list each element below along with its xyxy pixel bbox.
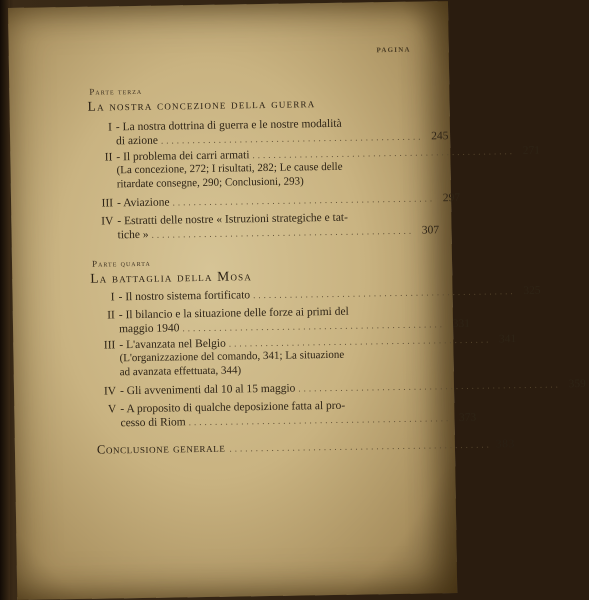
page-number: 271 bbox=[522, 144, 541, 157]
toc-entry: I - Il nostro sistema fortificato .................................................. 325 bbox=[92, 286, 412, 305]
toc-entry: III - Aviazione .................................................. 297 bbox=[91, 192, 411, 211]
page-number: 325 bbox=[523, 284, 541, 297]
toc-entry: V - A proposito di qualche deposizione fatta al pro- cesso di Riom .................................................. 373 bbox=[94, 398, 414, 431]
toc-entry: II - Il bilancio e la situazione delle forze ai primi del maggio 1940 .................................................. 331 bbox=[93, 304, 413, 337]
conclusion-title: Conclusione generale bbox=[96, 440, 226, 457]
chapter-number: II bbox=[107, 309, 115, 322]
subsection-note: ritardate consegne, 290; Conclusioni, 293) bbox=[116, 174, 304, 190]
page-number: 341 bbox=[498, 333, 517, 346]
page-number: 245 bbox=[431, 130, 449, 143]
chapter-title: Il bilancio e la situazione delle forze ai primi del bbox=[125, 305, 349, 322]
chapter-title: Aviazione bbox=[123, 196, 170, 210]
page-number: 383 bbox=[495, 438, 516, 451]
running-head: PAGINA bbox=[376, 45, 411, 55]
part3-label: Parte terza bbox=[89, 85, 143, 97]
chapter-title-cont: cesso di Riom bbox=[120, 416, 186, 430]
toc-conclusion: Conclusione generale .................................................. 383 bbox=[96, 438, 516, 457]
chapter-number: III bbox=[101, 197, 114, 210]
chapter-title-cont: maggio 1940 bbox=[118, 322, 180, 336]
part3-title: La nostra concezione della guerra bbox=[87, 95, 316, 114]
chapter-title: Estratti delle nostre « Istruzioni strategiche e tat- bbox=[123, 211, 349, 228]
chapter-number: I bbox=[110, 291, 115, 304]
chapter-number: V bbox=[107, 403, 117, 416]
chapter-title: L'avanzata nel Belgio bbox=[125, 337, 226, 352]
chapter-number: I bbox=[107, 121, 112, 134]
toc-entry: IV - Estratti delle nostre « Istruzioni strategiche e tat- tiche » .................................................. 307 bbox=[91, 210, 411, 243]
toc-entry: IV - Gli avvenimenti dal 10 al 15 maggio .................................................. 359 bbox=[94, 380, 414, 399]
chapter-title: La nostra dottrina di guerra e le nostre modalità bbox=[122, 117, 342, 134]
page-number: 373 bbox=[458, 411, 477, 424]
chapter-title: Il problema dei carri armati bbox=[122, 149, 250, 164]
chapter-number: II bbox=[104, 151, 113, 164]
chapter-title: A proposito di qualche deposizione fatta al pro- bbox=[126, 399, 346, 416]
subsection-note: (La concezione, 272; I risultati, 282; Le cause delle bbox=[116, 160, 343, 177]
chapter-number: IV bbox=[101, 215, 114, 228]
chapter-number: IV bbox=[103, 385, 117, 398]
chapter-title-cont: di azione bbox=[116, 134, 159, 148]
page-number: 331 bbox=[452, 317, 470, 331]
page-number: 359 bbox=[568, 377, 586, 391]
chapter-title-cont: tiche » bbox=[117, 228, 149, 242]
toc-entry: III - L'avanzata nel Belgio .................................................. 341 (L'organizzazione del comando, 341; La situazione ad avanzata effettuata, 344) bbox=[93, 334, 414, 380]
toc-entry: II - Il problema dei carri armati .................................................. 271 (La concezione, 272; I risultati, 282; Le cause delle ritardate consegne, 290; Conclusioni, 293) bbox=[90, 146, 411, 192]
subsection-note: ad avanzata effettuata, 344) bbox=[119, 363, 242, 378]
subsection-note: (L'organizzazione del comando, 341; La situazione bbox=[119, 348, 345, 365]
chapter-title: Gli avvenimenti dal 10 al 15 maggio bbox=[126, 382, 296, 398]
page-number: 307 bbox=[421, 224, 440, 237]
part4-label: Parte quarta bbox=[91, 257, 151, 269]
part4-title: La battaglia della Mosa bbox=[90, 268, 253, 286]
toc-entry: I - La nostra dottrina di guerra e le nostre modalità di azione .................................................. 245 bbox=[90, 116, 410, 149]
page-number: 297 bbox=[442, 191, 461, 205]
chapter-number: III bbox=[103, 339, 116, 352]
chapter-title: Il nostro sistema fortificato bbox=[125, 289, 251, 304]
book-page bbox=[8, 1, 586, 600]
